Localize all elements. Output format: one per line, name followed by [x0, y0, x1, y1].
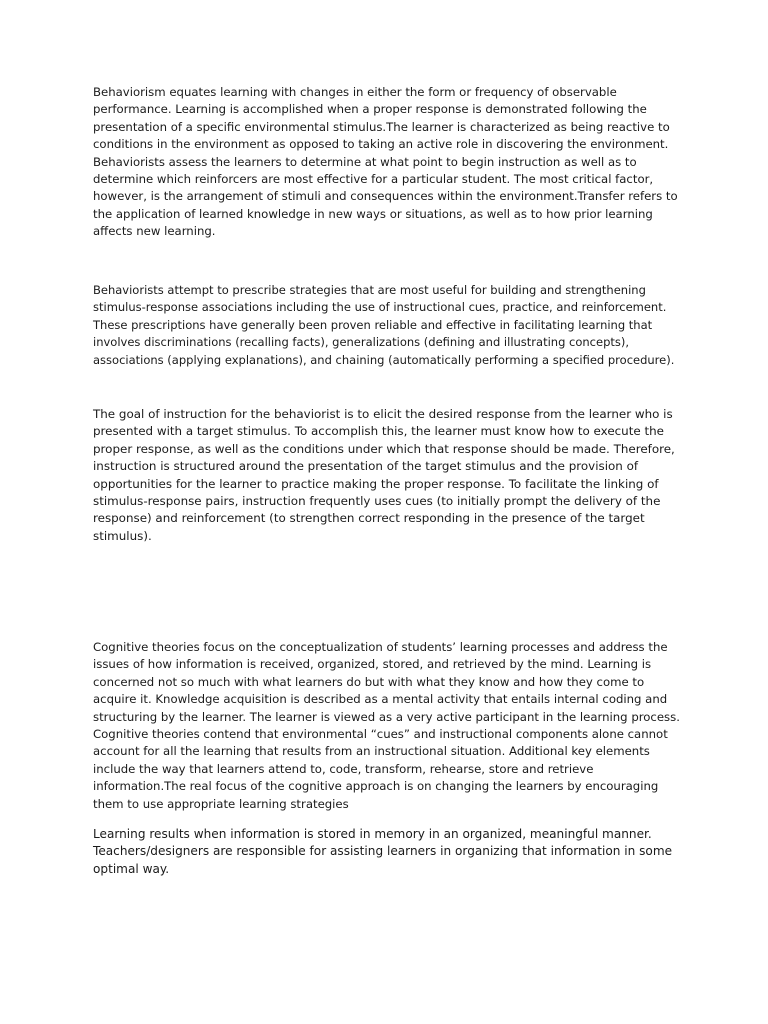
text-line: Behaviorists assess the learners to determine at what point to begin instruction as well as to	[93, 154, 637, 169]
text-line: response) and reinforcement (to strengthen correct responding in the presence of the target	[93, 511, 645, 526]
text-line: information.The real focus of the cognitive approach is on changing the learners by encouraging	[93, 779, 659, 794]
text-line: issues of how information is received, organized, stored, and retrieved by the mind. Learning is	[93, 657, 652, 672]
text-line: instruction is structured around the presentation of the target stimulus and the provision of	[93, 459, 639, 474]
text-line: proper response, as well as the conditions under which that response should be made. Therefore,	[93, 441, 675, 456]
text-line: Behaviorists attempt to prescribe strategies that are most useful for building and strengthening	[93, 283, 646, 297]
paragraph-cognitive-theories	[93, 639, 681, 813]
text-line: include the way that learners attend to, code, transform, rehearse, store and retrieve	[93, 761, 594, 776]
text-line: them to use appropriate learning strategies	[93, 796, 349, 811]
text-line: determine which reinforcers are most effective for a particular student. The most critical factor,	[93, 172, 654, 187]
text-line: associations (applying explanations), and chaining (automatically performing a specified procedure).	[93, 352, 675, 367]
text-line: opportunities for the learner to practice making the proper response. To facilitate the linking of	[93, 476, 659, 491]
text-line: stimulus).	[93, 528, 152, 543]
text-line: performance. Learning is accomplished when a proper response is demonstrated following the	[93, 102, 647, 117]
text-line: The goal of instruction for the behaviorist is to elicit the desired response from the learner who is	[93, 407, 673, 421]
text-line: Teachers/designers are responsible for assisting learners in organizing that information in some	[93, 844, 673, 859]
paragraph-behaviorist-strategies	[93, 282, 681, 369]
text-line: conditions in the environment as opposed to taking an active role in discovering the environment.	[93, 137, 669, 152]
text-line: account for all the learning that results from an instructional situation. Additional key elements	[93, 744, 650, 759]
text-line: stimulus-response pairs, instruction frequently uses cues (to initially prompt the delivery of the	[93, 494, 661, 509]
text-line: presentation of a specific environmental stimulus.The learner is characterized as being reactive to	[93, 119, 670, 134]
text-line: however, is the arrangement of stimuli and consequences within the environment.Transfer refers to	[93, 189, 678, 204]
text-line: acquire it. Knowledge acquisition is described as a mental activity that entails internal coding and	[93, 692, 668, 707]
text-line: presented with a target stimulus. To accomplish this, the learner must know how to execute the	[93, 424, 664, 439]
text-line: optimal way.	[93, 861, 170, 876]
paragraph-learning-results	[93, 826, 681, 878]
text-line: affects new learning.	[93, 224, 216, 239]
text-line: Cognitive theories focus on the conceptualization of students’ learning processes and address the	[93, 640, 668, 654]
text-line: the application of learned knowledge in new ways or situations, as well as to how prior learning	[93, 206, 653, 221]
paragraph-behaviorism-definition	[93, 84, 681, 241]
text-line: Cognitive theories contend that environmental “cues” and instructional components alone cannot	[93, 727, 668, 742]
text-line: Behaviorism equates learning with changes in either the form or frequency of observable	[93, 85, 617, 99]
text-line: stimulus-response associations including the use of instructional cues, practice, and reinforcement.	[93, 300, 667, 315]
text-line: involves discriminations (recalling facts), generalizations (defining and illustrating concepts),	[93, 335, 630, 350]
text-line: These prescriptions have generally been proven reliable and effective in facilitating learning that	[93, 317, 653, 332]
text-line: structuring by the learner. The learner is viewed as a very active participant in the learning process.	[93, 709, 680, 724]
paragraph-instruction-goal	[93, 406, 681, 545]
text-line: Learning results when information is stored in memory in an organized, meaningful manner.	[93, 827, 652, 841]
text-line: concerned not so much with what learners do but with what they know and how they come to	[93, 674, 645, 689]
